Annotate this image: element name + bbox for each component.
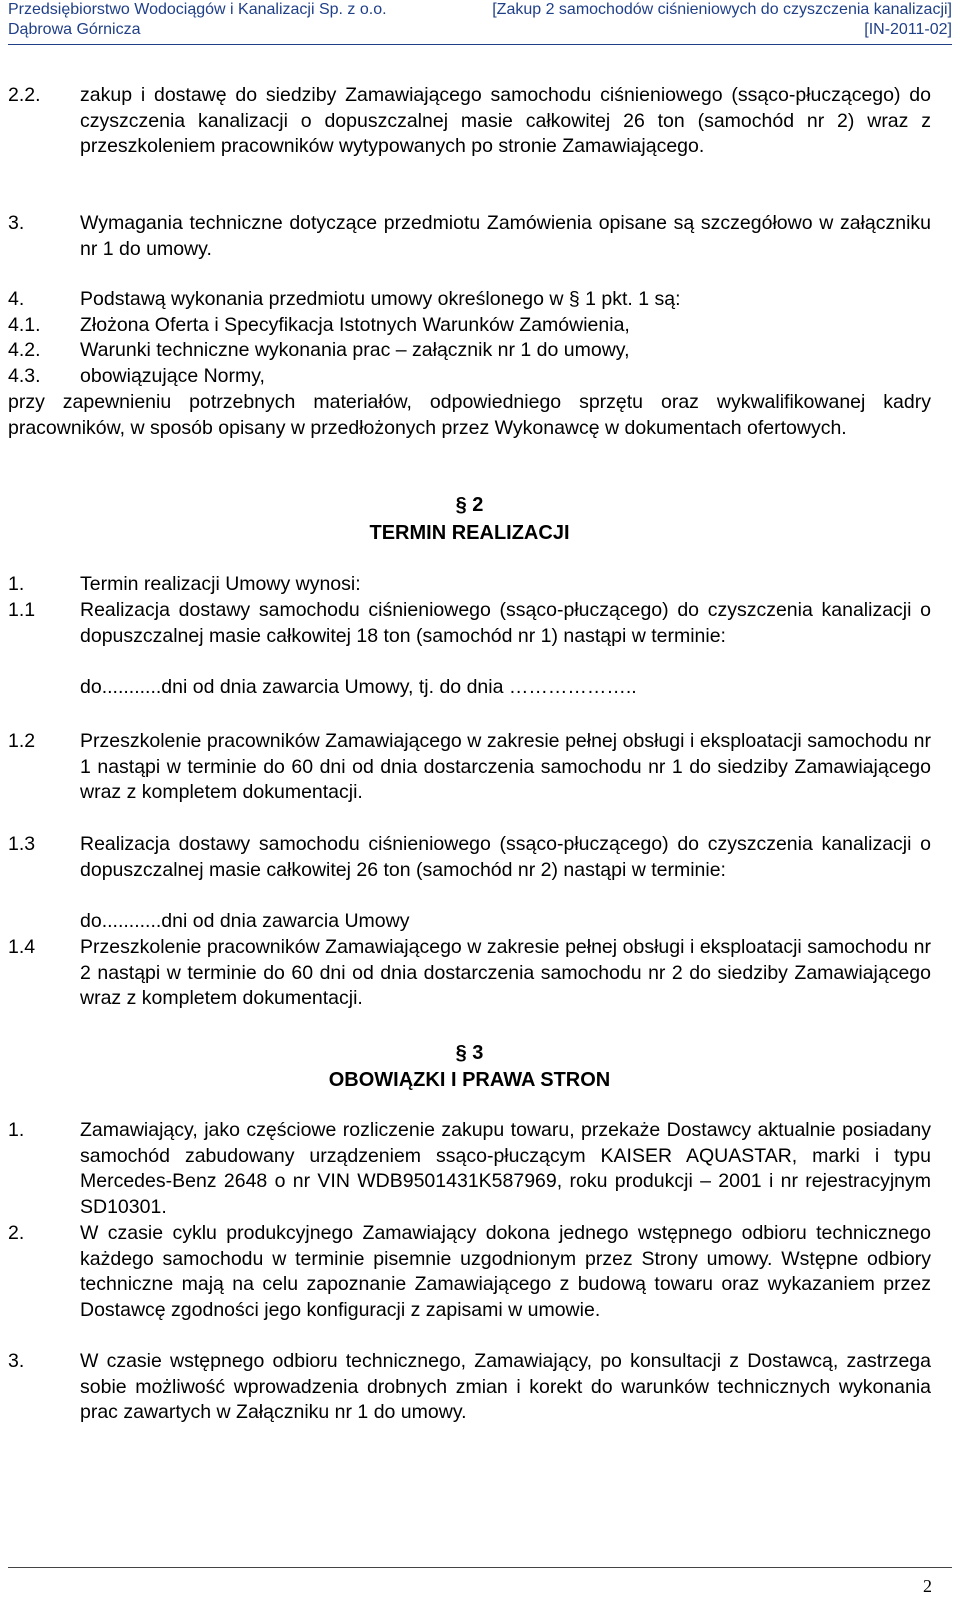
section-number: § 3 xyxy=(455,1042,484,1064)
list-item: 1.2 Przeszkolenie pracowników Zamawiającego w zakresie pełnej obsługi i eksploatacji samochodu nr 1 nastąpi w terminie do 60 dni od dnia dostarczenia samochodu nr 1 do siedziby Zamawiającego wraz z kompletem dokumentacji. xyxy=(8,730,931,803)
list-item: 3. Wymagania techniczne dotyczące przedmiotu Zamówienia opisane są szczegółowo w załączniku nr 1 do umowy. xyxy=(8,212,931,260)
list-item: 1.4 Przeszkolenie pracowników Zamawiającego w zakresie pełnej obsługi i eksploatacji samochodu nr 2 nastąpi w terminie do 60 dni od dnia dostarczenia samochodu nr 2 do siedziby Zamawiającego wraz z kompletem dokumentacji. xyxy=(8,936,931,1009)
list-item: 1. Termin realizacji Umowy wynosi: xyxy=(8,573,361,595)
page-header xyxy=(8,0,952,40)
page-number: 2 xyxy=(923,1576,932,1596)
list-item: 3. W czasie wstępnego odbioru technicznego, Zamawiający, po konsultacji z Dostawcą, zastrzega sobie możliwość wprowadzenia drobnych zmian i korekt do warunków technicznych wykonania prac zawartych w Załączniku nr 1 do umowy. xyxy=(8,1350,931,1423)
list-item: 1.3 Realizacja dostawy samochodu ciśnieniowego (ssąco-płuczącego) do czyszczenia kanalizacji o dopuszczalnej masie całkowitej 26 ton (samochód nr 2) nastąpi w terminie: xyxy=(8,833,931,881)
list-item: 2. W czasie cyklu produkcyjnego Zamawiający dokona jednego wstępnego odbioru technicznego każdego samochodu w terminie pisemnie uzgodnionym przez Strony umowy. Wstępne odbiory techniczne mają na celu zapoznanie Zamawiającego z budową towaru oraz wykazaniem przez Dostawcę zgodności jego konfiguracji z zapisami w umowie. xyxy=(8,1222,931,1321)
list-item: 4.3. obowiązujące Normy, xyxy=(8,365,265,387)
list-item: 4. Podstawą wykonania przedmiotu umowy określonego w § 1 pkt. 1 są: xyxy=(8,288,681,310)
header-company: Przedsiębiorstwo Wodociągów i Kanalizacji Sp. z o.o. xyxy=(8,1,387,18)
paragraph: przy zapewnieniu potrzebnych materiałów, odpowiedniego sprzętu oraz wykwalifikowanej kadry pracowników, w sposób opisany w przedłożonych przez Wykonawcę w dokumentach ofertowych. xyxy=(8,391,931,439)
list-item-extra: do...........dni od dnia zawarcia Umowy, tj. do dnia ……………….. xyxy=(80,676,637,698)
header-rule xyxy=(8,44,952,45)
footer-rule xyxy=(8,1567,952,1568)
list-item: 2.2. zakup i dostawę do siedziby Zamawiającego samochodu ciśnieniowego (ssąco-płuczącego) do czyszczenia kanalizacji o dopuszczalnej masie całkowitej 26 ton (samochód nr 2) wraz z przeszkoleniem pracowników wytypowanych po stronie Zamawiającego. xyxy=(8,84,931,157)
header-ref: [IN-2011-02] xyxy=(864,21,952,38)
header-city: Dąbrowa Górnicza xyxy=(8,21,141,38)
section-title: OBOWIĄZKI I PRAWA STRON xyxy=(328,1069,611,1091)
section-title: TERMIN REALIZACJI xyxy=(369,522,570,544)
header-subject: [Zakup 2 samochodów ciśnieniowych do czyszczenia kanalizacji] xyxy=(492,1,952,18)
section-number: § 2 xyxy=(455,494,484,516)
list-item: 4.2. Warunki techniczne wykonania prac – załącznik nr 1 do umowy, xyxy=(8,339,630,361)
list-item: 1. Zamawiający, jako częściowe rozliczenie zakupu towaru, przekaże Dostawcy aktualnie posiadany samochód zabudowany urządzeniem ssąco-płuczącym KAISER AQUASTAR, marki i typu Mercedes-Benz 2648 o nr VIN WDB9501431K587969, roku produkcji – 2001 i nr rejestracyjnym SD10301. xyxy=(8,1119,931,1218)
list-item-extra: do...........dni od dnia zawarcia Umowy xyxy=(80,910,410,932)
list-item: 1.1 Realizacja dostawy samochodu ciśnieniowego (ssąco-płuczącego) do czyszczenia kanalizacji o dopuszczalnej masie całkowitej 18 ton (samochód nr 1) nastąpi w terminie: xyxy=(8,599,931,647)
list-item: 4.1. Złożona Oferta i Specyfikacja Istotnych Warunków Zamówienia, xyxy=(8,314,630,336)
